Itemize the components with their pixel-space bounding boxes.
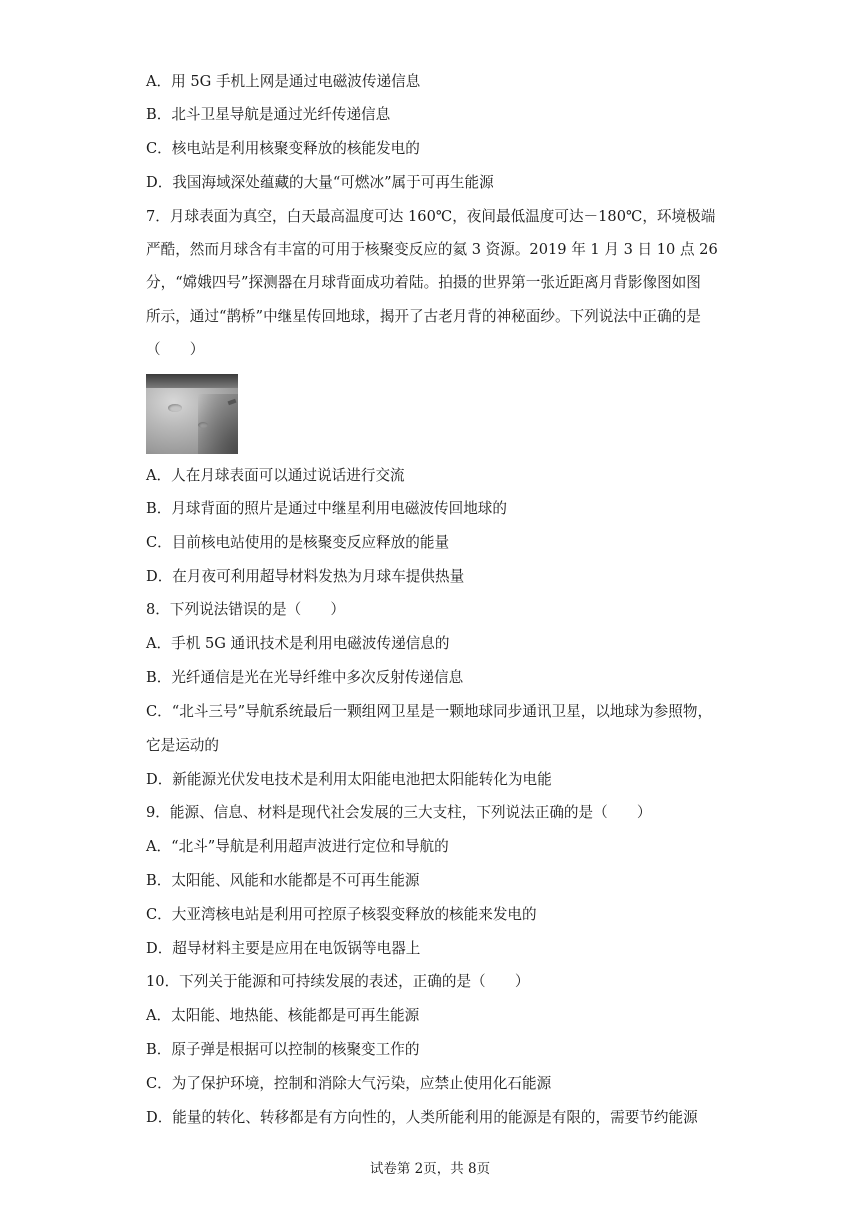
- line-q8-d: D．新能源光伏发电技术是利用太阳能电池把太阳能转化为电能: [146, 771, 552, 788]
- line-q6-d: D．我国海域深处蕴藏的大量“可燃冰”属于可再生能源: [146, 174, 494, 191]
- line-q7-a: A．人在月球表面可以通过说话进行交流: [146, 467, 405, 484]
- line-q6-a: A．用 5G 手机上网是通过电磁波传递信息: [146, 73, 421, 90]
- line-q9-stem: 9．能源、信息、材料是现代社会发展的三大支柱，下列说法正确的是（ ）: [146, 804, 652, 821]
- line-q7-stem-1: 7．月球表面为真空，白天最高温度可达 160℃，夜间最低温度可达－180℃，环境极端: [146, 208, 716, 225]
- line-q8-a: A．手机 5G 通讯技术是利用电磁波传递信息的: [146, 635, 450, 652]
- line-q9-b: B．太阳能、风能和水能都是不可再生能源: [146, 872, 420, 889]
- line-q10-d: D．能量的转化、转移都是有方向性的，人类所能利用的能源是有限的，需要节约能源: [146, 1109, 698, 1126]
- line-q10-a: A．太阳能、地热能、核能都是可再生能源: [146, 1007, 420, 1024]
- line-q6-b: B．北斗卫星导航是通过光纤传递信息: [146, 106, 391, 123]
- line-q8-c-2: 它是运动的: [146, 737, 219, 754]
- line-q8-b: B．光纤通信是光在光导纤维中多次反射传递信息: [146, 669, 464, 686]
- line-q9-c: C．大亚湾核电站是利用可控原子核裂变释放的核能来发电的: [146, 906, 537, 923]
- line-q7-d: D．在月夜可利用超导材料发热为月球车提供热量: [146, 568, 465, 585]
- line-q7-bracket: （ ）: [146, 341, 205, 358]
- line-q10-c: C．为了保护环境，控制和消除大气污染，应禁止使用化石能源: [146, 1075, 552, 1092]
- line-q7-stem-2: 严酷，然而月球含有丰富的可用于核聚变反应的氦 3 资源。2019 年 1 月 3 日 10 点 26: [146, 241, 718, 258]
- line-q9-d: D．超导材料主要是应用在电饭锅等电器上: [146, 940, 421, 957]
- page-footer: 试卷第 2页，共 8页: [369, 1161, 491, 1177]
- line-q8-c-1: C．“北斗三号”导航系统最后一颗组网卫星是一颗地球同步通讯卫星，以地球为参照物，: [146, 703, 713, 720]
- line-q6-c: C．核电站是利用核聚变释放的核能发电的: [146, 140, 420, 157]
- moon-far-side-photo: [146, 374, 238, 454]
- line-q7-stem-3: 分，“嫦娥四号”探测器在月球背面成功着陆。拍摄的世界第一张近距离月背影像图如图: [146, 274, 701, 291]
- line-q7-b: B．月球背面的照片是通过中继星利用电磁波传回地球的: [146, 500, 507, 517]
- line-q9-a: A．“北斗”导航是利用超声波进行定位和导航的: [146, 838, 449, 855]
- line-q7-c: C．目前核电站使用的是核聚变反应释放的能量: [146, 534, 450, 551]
- line-q10-b: B．原子弹是根据可以控制的核聚变工作的: [146, 1041, 420, 1058]
- line-q10-stem: 10．下列关于能源和可持续发展的表述，正确的是（ ）: [146, 973, 530, 990]
- line-q7-stem-4: 所示，通过“鹊桥”中继星传回地球，揭开了古老月背的神秘面纱。下列说法中正确的是: [146, 308, 701, 325]
- line-q8-stem: 8．下列说法错误的是（ ）: [146, 601, 346, 618]
